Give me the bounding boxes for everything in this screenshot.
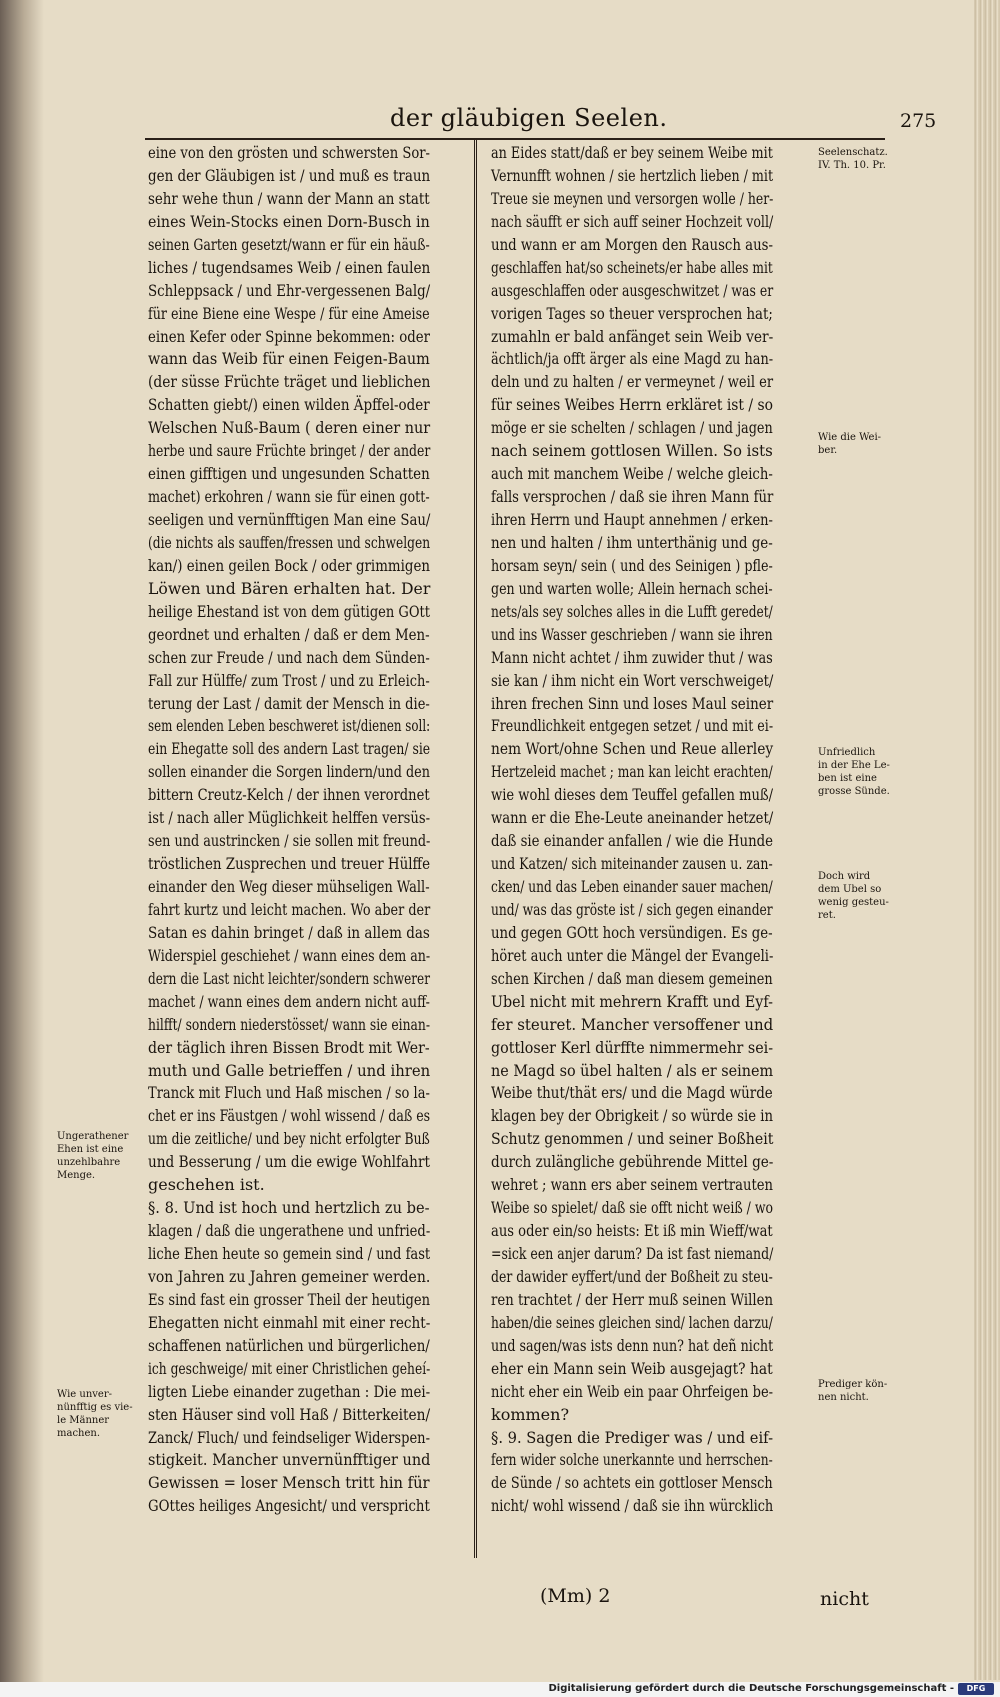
margin-note-line: in der Ehe Le- — [818, 760, 890, 771]
book-gutter-shadow — [0, 0, 44, 1697]
text-line: Welschen Nuß-Baum ( deren einer nur — [148, 418, 431, 438]
text-line: seeligen und vernünfftigen Man eine Sau/ — [148, 510, 431, 529]
text-line: Hertzeleid machet ; man kan leicht erachten/ — [491, 762, 773, 782]
text-line: und gegen GOtt hoch versündigen. Es ge- — [491, 922, 773, 942]
margin-note-line: ber. — [818, 445, 838, 456]
text-column-right — [491, 142, 773, 1518]
text-line: kommen? — [491, 1404, 570, 1424]
text-line: schen Kirchen / daß man diesem gemeinen — [491, 968, 773, 988]
text-line: machet / wann eines dem andern nicht auff- — [148, 991, 430, 1011]
margin-note-line: unzehlbahre — [57, 1157, 121, 1168]
text-line: wann er die Ehe-Leute aneinander hetzet/ — [491, 808, 774, 828]
text-line: und ins Wasser geschrieben / wann sie ihren — [491, 624, 773, 644]
signature-mark: (Mm) 2 — [540, 1585, 611, 1607]
text-line: Ehegatten nicht einmahl mit einer recht- — [148, 1312, 431, 1332]
margin-note-wie-die-weiber — [818, 431, 881, 457]
text-line: chet er ins Fäustgen / wohl wissend / daß es — [148, 1106, 431, 1126]
text-line: Widerspiel geschiehet / wann eines dem an- — [148, 945, 431, 965]
text-line: ligten Liebe einander zugethan : Die mei- — [148, 1381, 431, 1401]
running-head: der gläubigen Seelen. — [390, 104, 668, 132]
text-line: §. 9. Sagen die Prediger was / und eif- — [491, 1427, 774, 1447]
text-line: cken/ und das Leben einander sauer machen/ — [491, 877, 773, 896]
margin-note-line: Prediger kön- — [818, 1379, 888, 1390]
text-line: ächtlich/ja offt ärger als eine Magd zu han- — [491, 349, 774, 369]
text-line: und wann er am Morgen den Rausch aus- — [491, 234, 774, 254]
text-line: möge er sie schelten / schlagen / und jagen — [491, 418, 773, 438]
header-rule — [145, 138, 885, 140]
margin-note-wie-unvernuenftig — [57, 1388, 133, 1440]
text-line: ihren Herrn und Haupt annehmen / erken- — [491, 510, 773, 529]
margin-note-line: wenig gesteu- — [818, 897, 889, 908]
text-line: haben/die seines gleichen sind/ lachen darzu/ — [491, 1312, 773, 1332]
text-line: stigkeit. Mancher unvernünfftiger und — [148, 1450, 431, 1470]
text-line: aus oder ein/so heists: Et iß min Wieff/wat — [491, 1221, 773, 1241]
text-line: wie wohl dieses dem Teuffel gefallen muß/ — [491, 785, 774, 805]
text-line: ich geschweige/ mit einer Christlichen geheí- — [148, 1358, 431, 1378]
text-line: auch mit manchem Weibe / welche gleich- — [491, 464, 773, 484]
text-line: für eine Biene eine Wespe / für eine Ameise — [148, 303, 430, 323]
text-line: Ubel nicht mit mehrern Krafft und Eyf- — [491, 991, 773, 1011]
text-line: daß sie einander anfallen / wie die Hunde — [491, 831, 774, 851]
text-line: klagen bey der Obrigkeit / so würde sie in — [491, 1106, 774, 1126]
text-line: ausgeschlaffen oder ausgeschwitzet / was er — [491, 280, 774, 300]
text-line: gottloser Kerl dürffte nimmermehr sei- — [491, 1037, 774, 1057]
text-line: Weibe so spielet/ daß sie offt nicht weiß / wo — [491, 1198, 773, 1218]
text-line: einander den Weg dieser mühseligen Wall- — [148, 877, 430, 896]
text-line: sie kan / ihm nicht ein Wort verschweiget/ — [491, 670, 774, 690]
page-edges — [974, 0, 1000, 1680]
text-line: Vernunfft wohnen / sie hertzlich lieben / mit — [491, 165, 774, 185]
text-line: Zanck/ Fluch/ und feindseliger Widerspen- — [148, 1427, 430, 1447]
text-line: falls versprochen / daß sie ihren Mann für — [491, 487, 774, 507]
text-line: sten Häuser sind voll Haß / Bitterkeiten/ — [148, 1404, 431, 1424]
text-line: zumahln er bald anfänget sein Weib ver- — [491, 326, 774, 346]
margin-note-line: machen. — [57, 1428, 101, 1439]
text-line: hilfft/ sondern niederstösset/ wann sie einan- — [148, 1014, 430, 1034]
text-line: herbe und saure Früchte bringet / der ander — [148, 441, 431, 461]
text-line: nicht/ wohl wissend / daß sie ihn würcklich — [491, 1496, 774, 1516]
text-line: Löwen und Bären erhalten hat. Der — [148, 578, 431, 598]
margin-note-line: Ehen ist eine — [57, 1144, 124, 1155]
margin-note-line: grosse Sünde. — [818, 786, 890, 797]
text-line: fahrt kurtz und leicht machen. Wo aber der — [148, 899, 431, 919]
text-line: ist / nach aller Müglichkeit helffen versüs- — [148, 808, 431, 828]
text-line: dern die Last nicht leichter/sondern schwerer — [148, 968, 430, 988]
text-line: Treue sie meynen und versorgen wolle / her- — [491, 188, 774, 208]
text-line: für seines Weibes Herrn erkläret ist / so — [491, 395, 773, 415]
text-line: sem elenden Leben beschweret ist/dienen soll: — [148, 716, 431, 736]
margin-note-line: ben ist eine — [818, 773, 877, 784]
text-line: schaffenen natürlichen und bürgerlichen/ — [148, 1335, 430, 1355]
text-line: deln und zu halten / er vermeynet / weil er — [491, 372, 774, 392]
text-line: schen zur Freude / und nach dem Sünden- — [148, 647, 430, 667]
margin-note-line: Ungerathener — [57, 1131, 129, 1142]
text-line: Es sind fast ein grosser Theil der heutigen — [148, 1289, 431, 1309]
text-line: ren trachtet / der Herr muß seinen Willen — [491, 1289, 774, 1309]
text-line: wehret ; wann ers aber seinem vertrauten — [491, 1175, 774, 1195]
text-line: muth und Galle betrieffen / und ihren — [148, 1060, 431, 1080]
text-line: §. 8. Und ist hoch und hertzlich zu be- — [148, 1198, 430, 1218]
text-line: wann das Weib für einen Feigen-Baum — [148, 349, 430, 369]
text-line: der dawider eyffert/und der Boßheit zu steu- — [491, 1266, 773, 1286]
margin-note-line: le Männer — [57, 1415, 110, 1426]
margin-note-ungerathener — [57, 1130, 128, 1182]
text-line: tröstlichen Zusprechen und treuer Hülffe — [148, 854, 431, 874]
text-line: geschehen ist. — [148, 1175, 265, 1195]
text-line: de Sünde / so achtets ein gottloser Mensch — [491, 1473, 773, 1493]
text-line: Schleppsack / und Ehr-vergessenen Balg/ — [148, 280, 431, 300]
text-line: vorigen Tages so theuer versprochen hat; — [491, 303, 773, 323]
text-line: horsam seyn/ sein ( und des Seinigen ) pfle- — [491, 555, 773, 575]
margin-note-line: Unfriedlich — [818, 747, 876, 758]
text-line: nach seinem gottlosen Willen. So ists — [491, 441, 773, 461]
margin-note-line: Wie die Wei- — [818, 432, 882, 443]
text-line: einen gifftigen und ungesunden Schatten — [148, 464, 430, 484]
text-line: Satan es dahin bringet / daß in allem das — [148, 922, 430, 942]
text-line: ne Magd so übel halten / als er seinem — [491, 1060, 774, 1080]
margin-note-prediger — [818, 1378, 887, 1404]
margin-note-line: Doch wird — [818, 871, 871, 882]
text-line: GOttes heiliges Angesicht/ und verspricht — [148, 1496, 430, 1516]
footer-credit: Digitalisierung gefördert durch die Deutsche Forschungsgemeinschaft - — [548, 1683, 954, 1694]
text-line: gen der Gläubigen ist / und muß es traun — [148, 165, 431, 185]
text-line: terung der Last / damit der Mensch in die- — [148, 693, 430, 713]
text-line: (der süsse Früchte träget und lieblichen — [148, 372, 431, 392]
margin-note-line: Seelenschatz. — [818, 147, 888, 158]
text-line: klagen / daß die ungerathene und unfried- — [148, 1221, 431, 1241]
margin-note-line: ret. — [818, 910, 836, 921]
text-line: liches / tugendsames Weib / einen faulen — [148, 257, 431, 277]
text-line: und Besserung / um die ewige Wohlfahrt — [148, 1152, 430, 1172]
text-line: heilige Ehestand ist von dem gütigen GOtt — [148, 601, 431, 621]
text-line: fern wider solche unerkannte und herrschen- — [491, 1450, 773, 1470]
page-number: 275 — [900, 110, 937, 132]
text-line: =sick een anjer darum? Da ist fast niemand/ — [491, 1244, 774, 1263]
text-line: nen und halten / ihm unterthänig und ge- — [491, 532, 773, 552]
dfg-logo: DFG — [958, 1683, 994, 1695]
text-line: nets/als sey solches alles in die Lufft geredet/ — [491, 601, 773, 621]
text-line: geordnet und erhalten / daß er dem Men- — [148, 624, 430, 644]
margin-note-unfriedlich — [818, 746, 890, 798]
text-line: von Jahren zu Jahren gemeiner werden. — [148, 1266, 431, 1286]
text-line: nicht eher ein Weib ein paar Ohrfeigen be- — [491, 1381, 774, 1401]
text-line: fer steuret. Mancher versoffener und — [491, 1014, 774, 1034]
text-line: eines Wein-Stocks einen Dorn-Busch in — [148, 211, 430, 231]
margin-note-line: dem Ubel so — [818, 884, 882, 895]
text-line: liche Ehen heute so gemein sind / und fast — [148, 1244, 431, 1263]
text-line: Schutz genommen / und seiner Boßheit — [491, 1129, 774, 1149]
text-line: kan/) einen geilen Bock / oder grimmigen — [148, 555, 430, 575]
text-line: einen Kefer oder Spinne bekommen: oder — [148, 326, 431, 346]
text-line: Fall zur Hülffe/ zum Trost / und zu Erleich- — [148, 670, 430, 690]
text-line: durch zulängliche gebührende Mittel ge- — [491, 1152, 774, 1172]
text-line: nem Wort/ohne Schen und Reue allerley — [491, 739, 774, 759]
text-line: geschlaffen hat/so scheinets/er habe alles mit — [491, 257, 773, 277]
text-line: Mann nicht achtet / ihm zuwider thut / was — [491, 647, 773, 667]
text-line: und Katzen/ sich miteinander zausen u. zan- — [491, 854, 773, 874]
margin-note-line: nünfftig es vie- — [57, 1402, 133, 1413]
text-line: eine von den grösten und schwersten Sor- — [148, 143, 431, 162]
margin-note-line: nen nicht. — [818, 1392, 869, 1403]
text-line: sen und austrincken / sie sollen mit freund- — [148, 831, 431, 851]
margin-note-seelenschatz — [818, 146, 888, 172]
text-line: Weibe thut/thät ers/ und die Magd würde — [491, 1083, 773, 1103]
margin-note-doch-wird — [818, 870, 889, 922]
text-line: der täglich ihren Bissen Brodt mit Wer- — [148, 1037, 430, 1057]
text-line: höret auch unter die Mängel der Evangeli- — [491, 945, 774, 965]
text-line: und/ was das gröste ist / sich gegen einander — [491, 899, 773, 919]
text-line: machet) erkohren / wann sie für einen gott- — [148, 487, 430, 507]
text-line: um die zeitliche/ und bey nicht erfolgter Buß — [148, 1129, 430, 1149]
text-line: ein Ehegatte soll des andern Last tragen/ sie — [148, 739, 431, 759]
text-line: ihren frechen Sinn und loses Maul seiner — [491, 693, 774, 713]
text-line: eher ein Mann sein Weib ausgejagt? hat — [491, 1358, 773, 1378]
margin-note-line: Menge. — [57, 1170, 96, 1181]
margin-note-line: Wie unver- — [57, 1389, 113, 1400]
text-line: sollen einander die Sorgen lindern/und den — [148, 762, 430, 782]
text-line: Freundlichkeit entgegen setzet / und mit ei- — [491, 716, 774, 736]
text-line: und sagen/was ists denn nun? hat deñ nicht — [491, 1335, 774, 1355]
column-divider — [474, 140, 477, 1558]
text-line: Gewissen = loser Mensch tritt hin für — [148, 1473, 430, 1493]
text-line: seinen Garten gesetzt/wann er für ein häuß- — [148, 234, 430, 254]
text-line: (die nichts als sauffen/fressen und schwelgen — [148, 532, 431, 552]
catchword: nicht — [820, 1588, 869, 1610]
text-line: bittern Creutz-Kelch / der ihnen verordnet — [148, 785, 430, 805]
text-line: gen und warten wolle; Allein hernach schei- — [491, 578, 773, 598]
text-line: an Eides statt/daß er bey seinem Weibe mit — [491, 143, 773, 162]
text-line: Schatten giebt/) einen wilden Äpffel-oder — [148, 395, 430, 415]
text-line: sehr wehe thun / wann der Mann an statt — [148, 188, 430, 208]
text-line: nach säufft er sich auff seiner Hochzeit voll/ — [491, 211, 774, 231]
text-column-left — [148, 142, 430, 1518]
margin-note-line: IV. Th. 10. Pr. — [818, 160, 886, 171]
text-line: Tranck mit Fluch und Haß mischen / so la- — [148, 1083, 430, 1103]
